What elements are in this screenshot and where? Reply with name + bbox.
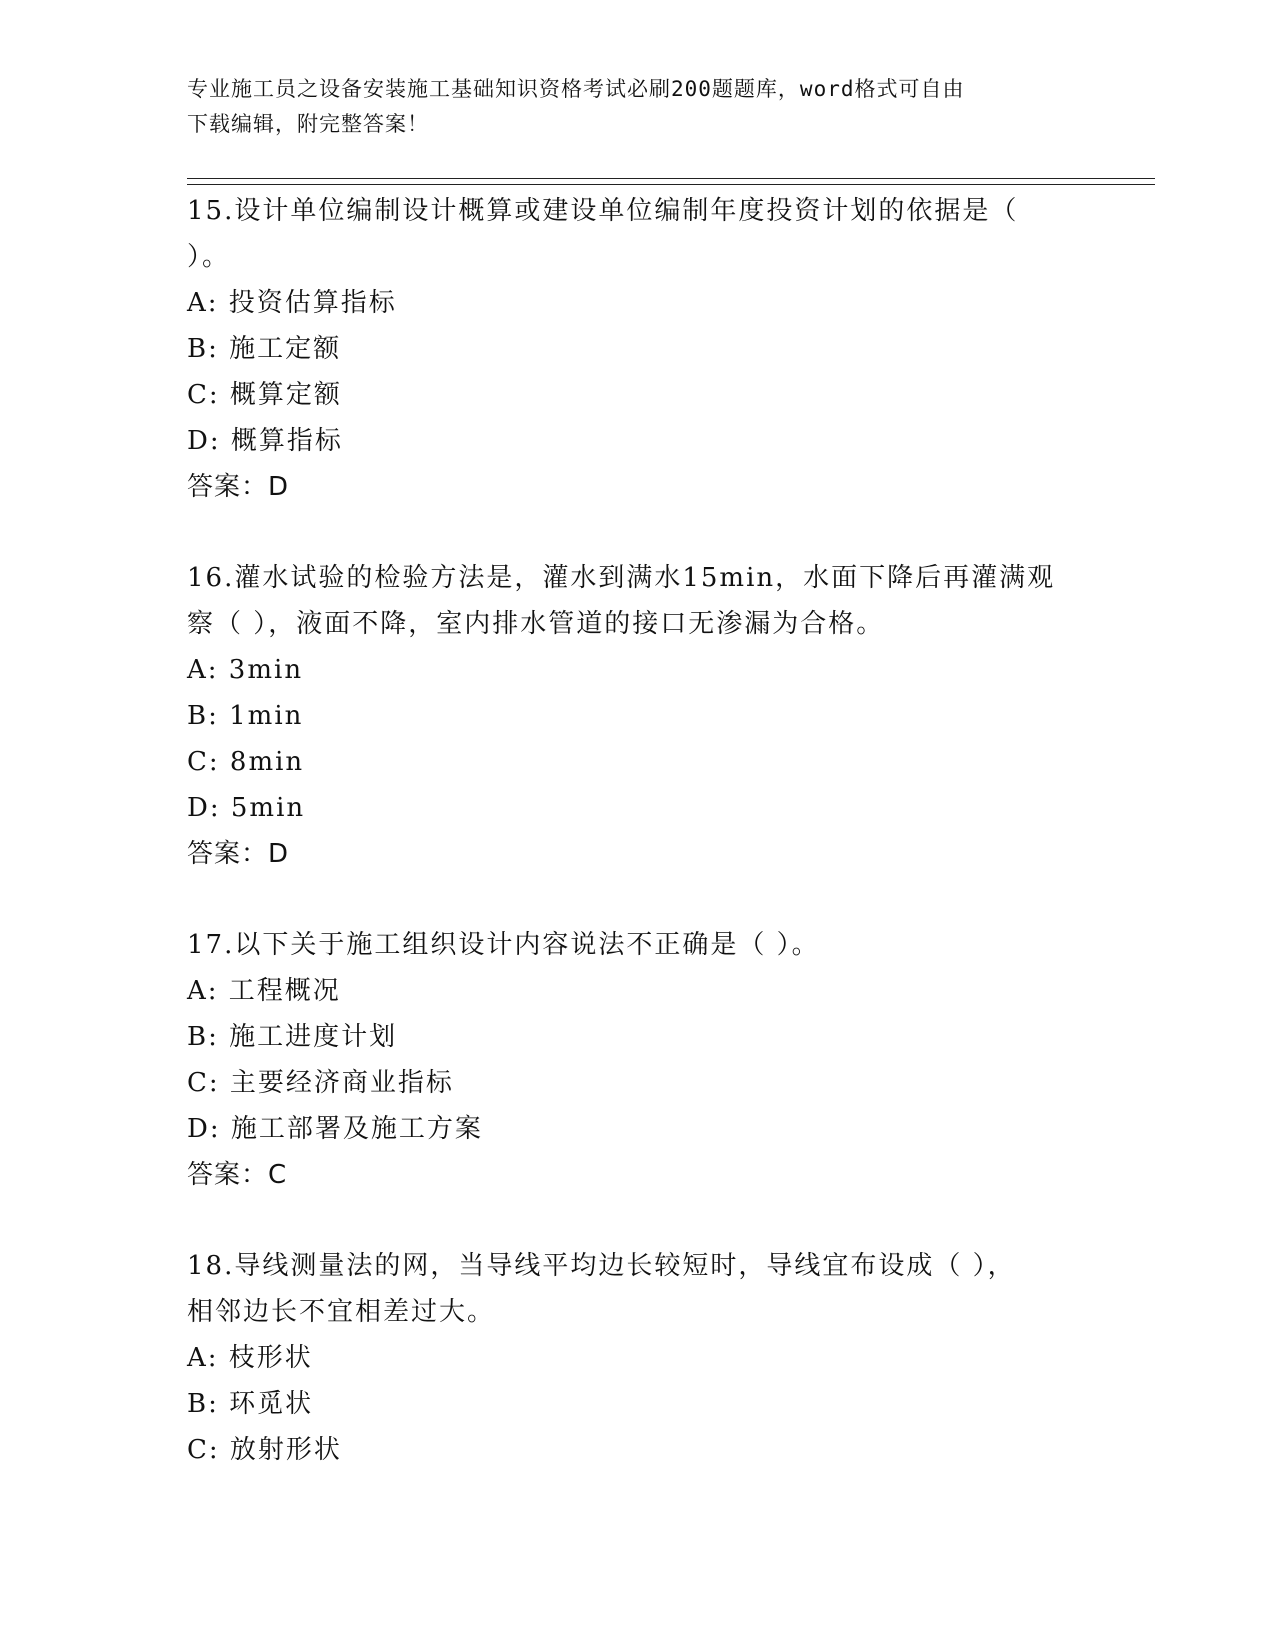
header-divider-bottom (187, 184, 1155, 185)
option-b: B: 施工定额 (187, 334, 342, 364)
option-b: B: 施工进度计划 (187, 1022, 398, 1052)
answer-line: 答案：D (187, 839, 290, 869)
header-line-1: 专业施工员之设备安装施工基础知识资格考试必刷200题题库，word格式可自由 (187, 77, 965, 101)
option-a: A: 投资估算指标 (187, 288, 397, 318)
option-b: B: 1min (187, 701, 304, 731)
question-list (187, 188, 1087, 1518)
question-text: 17.以下关于施工组织设计内容说法不正确是（ ）。 (187, 930, 820, 960)
option-d: D: 施工部署及施工方案 (187, 1114, 483, 1144)
question-16 (187, 555, 1087, 877)
question-text: 15.设计单位编制设计概算或建设单位编制年度投资计划的依据是（ (187, 196, 1019, 226)
option-c: C: 概算定额 (187, 380, 342, 410)
option-b: B: 环觅状 (187, 1389, 314, 1419)
question-text: 察（ ），液面不降，室内排水管道的接口无渗漏为合格。 (187, 609, 885, 639)
header-divider-top (187, 178, 1155, 179)
answer-line: 答案：C (187, 1160, 288, 1190)
question-text: 16.灌水试验的检验方法是，灌水到满水15min，水面下降后再灌满观 (187, 563, 1056, 593)
question-15 (187, 188, 1087, 510)
question-18 (187, 1243, 1087, 1473)
option-a: A: 3min (187, 655, 304, 685)
option-d: D: 5min (187, 793, 306, 823)
question-text: 相邻边长不宜相差过大。 (187, 1297, 496, 1327)
answer-line: 答案：D (187, 472, 290, 502)
header-line-2: 下载编辑，附完整答案！ (187, 112, 429, 136)
question-text: 18.导线测量法的网，当导线平均边长较短时，导线宜布设成（ ）， (187, 1251, 1016, 1281)
option-c: C: 主要经济商业指标 (187, 1068, 454, 1098)
option-d: D: 概算指标 (187, 426, 343, 456)
option-c: C: 放射形状 (187, 1435, 342, 1465)
option-a: A: 枝形状 (187, 1343, 313, 1373)
question-17 (187, 922, 1087, 1198)
document-header (187, 72, 1067, 142)
option-a: A: 工程概况 (187, 976, 341, 1006)
option-c: C: 8min (187, 747, 305, 777)
question-text: ）。 (187, 242, 231, 272)
